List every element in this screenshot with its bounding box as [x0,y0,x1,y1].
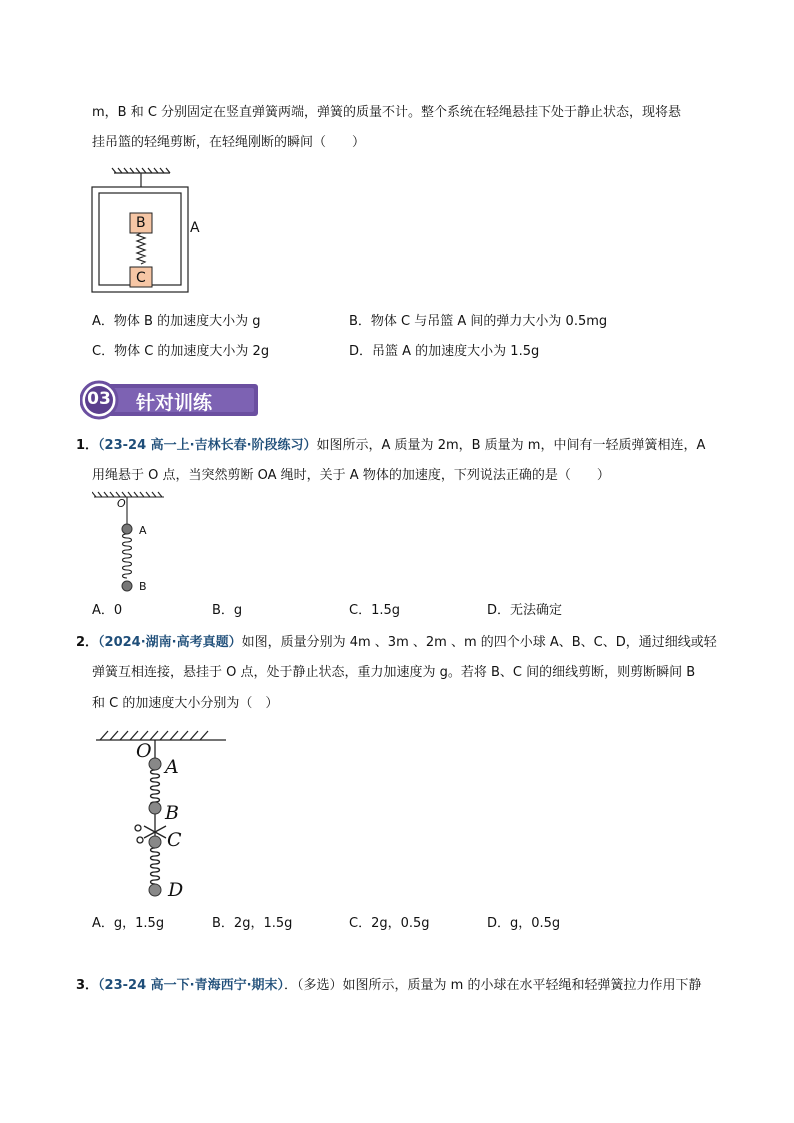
intro-text-line-1: m，B 和 C 分别固定在竖直弹簧两端，弹簧的质量不计。整个系统在轻绳悬挂下处于静止状态，现将悬 [92,105,682,120]
fig-label-c: C [136,270,146,286]
q3-line-1 [76,977,701,995]
q2-fig-label-c: C [167,829,182,851]
q1-line-1 [76,437,705,455]
q2-line-2: 弹簧互相连接，悬挂于 O 点，处于静止状态，重力加速度为 g。若将 B、C 间的细线剪断，则剪断瞬间 B [92,665,696,680]
q1-option-c[interactable]: C．1.5g [349,603,401,618]
section-header [80,380,260,418]
q1-option-d[interactable]: D．无法确定 [487,603,563,618]
q1-fig-label-b: B [139,580,147,593]
q2-source: （2024·湖南·高考真题） [98,635,242,650]
q3-text-1: ．（多选）如图所示，质量为 m 的小球在水平轻绳和轻弹簧拉力作用下静 [284,978,702,993]
q2-line-3: 和 C 的加速度大小分别为（ ） [92,696,279,711]
q2-option-c[interactable]: C．2g，0.5g [349,916,430,931]
intro-text-line-2: 挂吊篮的轻绳剪断，在轻绳刚断的瞬间（ ） [92,135,366,150]
q2-text-1: 如图，质量分别为 4m 、3m 、2m 、m 的四个小球 A、B、C、D，通过细线或轻 [241,635,717,650]
q2-option-b[interactable]: B．2g，1.5g [212,916,293,931]
q2-number: 2． [76,635,99,650]
q1-text-1: 如图所示，A 质量为 2m，B 质量为 m，中间有一轻质弹簧相连，A [316,438,706,453]
q1-option-b[interactable]: B．g [212,603,243,618]
q3-number: 3． [76,978,99,993]
q1-fig-label-a: A [139,524,147,537]
q2-spring-chain-figure [94,728,234,904]
section-title: 针对训练 [136,392,213,414]
intro-option-b[interactable]: B．物体 C 与吊篮 A 间的弹力大小为 0.5mg [349,314,608,329]
q1-number: 1． [76,438,99,453]
q2-fig-label-o: O [136,740,152,762]
q2-fig-label-a: A [165,756,179,778]
fig-label-a: A [190,220,200,236]
q1-fig-label-o: O [117,497,126,510]
q2-option-a[interactable]: A．g，1.5g [92,916,165,931]
q3-source: （23-24 高一下·青海西宁·期末） [98,978,285,993]
q2-line-1 [76,634,717,652]
intro-option-a[interactable]: A．物体 B 的加速度大小为 g [92,314,261,329]
intro-option-d[interactable]: D．吊篮 A 的加速度大小为 1.5g [349,344,540,359]
q1-source: （23-24 高一上·吉林长春·阶段练习） [98,438,317,453]
q1-line-2: 用绳悬于 O 点，当突然剪断 OA 绳时，关于 A 物体的加速度，下列说法正确的是（ ） [92,468,610,483]
q2-option-d[interactable]: D．g，0.5g [487,916,561,931]
section-number: 03 [87,389,111,409]
intro-option-c[interactable]: C．物体 C 的加速度大小为 2g [92,344,270,359]
q2-fig-label-d: D [168,879,184,901]
q2-fig-label-b: B [165,802,179,824]
fig-label-b: B [136,215,146,231]
q1-spring-figure [92,490,172,600]
q1-option-a[interactable]: A．0 [92,603,123,618]
